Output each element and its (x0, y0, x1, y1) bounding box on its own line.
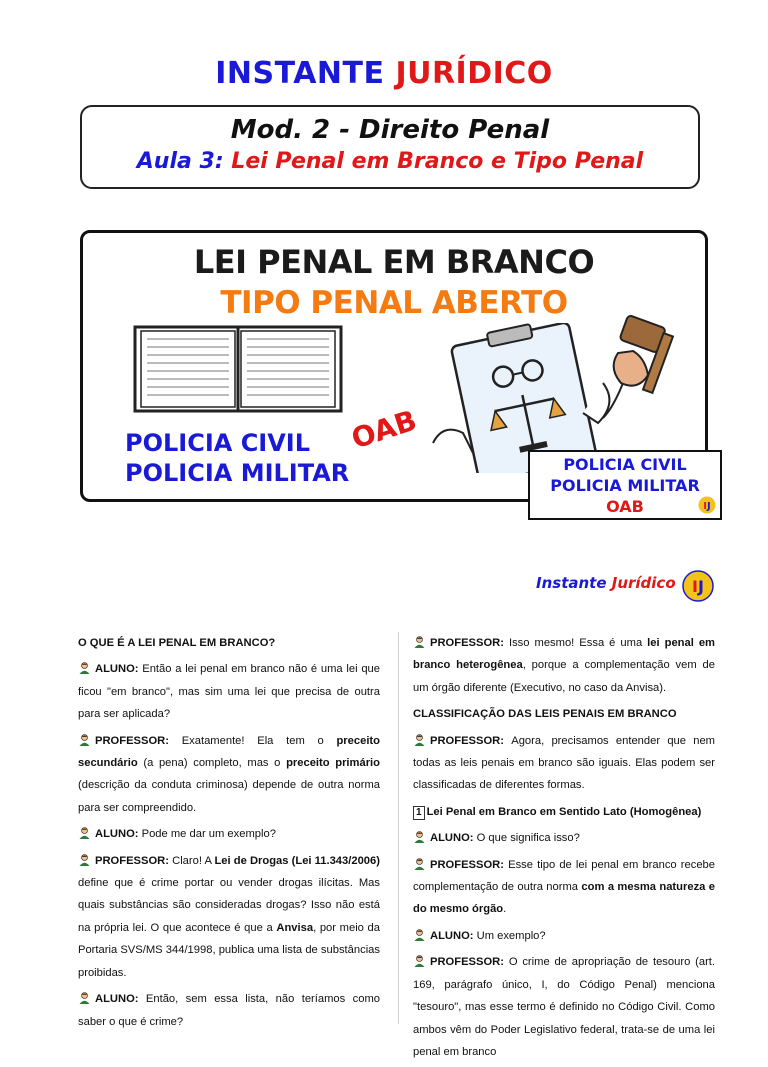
speaker-label: PROFESSOR: (430, 858, 509, 871)
aluno-avatar-icon (413, 928, 426, 941)
professor-line (413, 951, 715, 1063)
open-book-icon (133, 325, 343, 413)
numbered-subheading (413, 801, 715, 823)
emphasis-text: lei penal em branco heterogênea (413, 637, 716, 672)
dialogue-text: , porque a complementação vem de um órgão diferente (Executivo, no caso da Anvisa). (413, 659, 715, 694)
student-line (413, 925, 715, 947)
svg-text:IJ: IJ (703, 501, 711, 512)
brand-part2: JURÍDICO (395, 56, 553, 91)
hero-tag-civil: POLICIA CIVIL (125, 429, 311, 457)
emphasis-text: Anvisa (276, 921, 314, 934)
dialogue-text: Agora, precisamos entender que nem todas as leis penais em branco são iguais. Elas podem ser classificadas de diferentes formas. (413, 734, 715, 792)
professor-line (78, 850, 380, 984)
speaker-label: ALUNO: (95, 993, 146, 1006)
emphasis-text: preceito primário (286, 757, 381, 770)
professor-avatar-icon (413, 954, 426, 967)
dialogue-text: (descrição da conduta criminosa) depende de outra norma para ser compreendido. (78, 779, 380, 814)
ij-logo-icon (682, 570, 714, 602)
section-heading: O QUE É A LEI PENAL EM BRANCO? (78, 637, 276, 649)
speaker-label: ALUNO: (95, 828, 142, 841)
dialogue-text: Então a lei penal em branco não é uma lei que ficou "em branco", mas sim uma lei que precisa de outra para ser aplicada? (78, 663, 380, 721)
dialogue-text: Exatamente! Ela tem o (181, 734, 337, 747)
dialogue-text: define que é crime portar ou vender drogas ilícitas. Mas quais substâncias são consideradas drogas? Isso não está na própria lei. O que acontece é que a (78, 877, 380, 934)
subheading-text: Lei Penal em Branco em Sentido Lato (Homogênea) (426, 805, 702, 818)
dialogue-text: , por meio da Portaria SVS/MS 344/1998, publica uma lista de substâncias proibidas. (78, 921, 381, 979)
dialogue-text: . (503, 903, 507, 916)
professor-line (413, 730, 715, 797)
mini-brand-part2: Jurídico (611, 574, 676, 592)
dialogue-text: O que significa isso? (476, 832, 580, 845)
professor-line (413, 854, 715, 921)
professor-line (413, 632, 715, 699)
svg-text:IJ: IJ (692, 577, 704, 596)
dialogue-text: Claro! A (172, 854, 215, 867)
speaker-label: PROFESSOR: (430, 734, 512, 747)
hero-tag-militar: POLICIA MILITAR (125, 459, 350, 487)
module-title: Mod. 2 - Direito Penal (230, 115, 550, 145)
aluno-avatar-icon (78, 826, 91, 839)
mini-brand (536, 574, 676, 592)
ij-logo-icon (698, 496, 716, 514)
box-tag-oab: OAB (606, 497, 644, 516)
emphasis-text: com a mesma natureza e do mesmo órgão (413, 881, 715, 916)
dialogue-text: Pode me dar um exemplo? (141, 828, 276, 841)
speaker-label: PROFESSOR: (430, 956, 509, 969)
column-divider (398, 632, 399, 1024)
student-line (78, 988, 380, 1033)
student-line (413, 827, 715, 849)
speaker-label: PROFESSOR: (430, 637, 509, 649)
dialogue-text: (a pena) completo, mas o (137, 757, 287, 770)
aluno-avatar-icon (78, 661, 91, 674)
box-tag-militar: POLICIA MILITAR (550, 476, 700, 495)
student-line (78, 823, 380, 845)
dialogue-text: Um exemplo? (476, 929, 546, 942)
aluno-avatar-icon (78, 991, 91, 1004)
speaker-label: PROFESSOR: (95, 854, 173, 867)
lesson-name: Lei Penal em Branco e Tipo Penal (231, 149, 644, 174)
emphasis-text: preceito secundário (78, 734, 380, 770)
section-heading: CLASSIFICAÇÃO DAS LEIS PENAIS EM BRANCO (413, 708, 677, 721)
emphasis-text: Lei de Drogas (Lei 11.343/2006) (214, 854, 380, 867)
box-tag-civil: POLICIA CIVIL (563, 455, 687, 474)
lesson-title (82, 149, 698, 174)
professor-avatar-icon (413, 635, 426, 648)
aluno-avatar-icon (413, 830, 426, 843)
right-text-column (413, 632, 715, 1067)
module-header-box (80, 105, 700, 189)
professor-avatar-icon (413, 857, 426, 870)
speaker-label: ALUNO: (430, 929, 477, 942)
speaker-label: ALUNO: (95, 663, 143, 676)
professor-avatar-icon (78, 853, 91, 866)
professor-line (78, 730, 380, 820)
mini-brand-part1: Instante (536, 574, 607, 592)
brand-title (0, 56, 768, 91)
dialogue-text: O crime de apropriação de tesouro (art. 169, parágrafo único, I, do Código Penal) menciona "tesouro", mas esse termo é definido no Código Civil. Como ambos vêm do Poder Legislativo federal, trata-se de uma lei penal em branco (413, 956, 716, 1058)
hero-oab-tag: OAB (347, 403, 421, 456)
left-text-column (78, 632, 380, 1037)
professor-avatar-icon (78, 733, 91, 746)
dialogue-text: Isso mesmo! Essa é uma (508, 637, 648, 649)
number-badge: 1 (413, 806, 425, 820)
hero-line1: LEI PENAL EM BRANCO (193, 243, 595, 281)
student-line (78, 658, 380, 725)
dialogue-text: Então, sem essa lista, não teríamos como saber o que é crime? (78, 993, 380, 1028)
hero-tag-box (528, 450, 722, 520)
professor-avatar-icon (413, 733, 426, 746)
dialogue-text: Esse tipo de lei penal em branco recebe complementação de outra norma (413, 858, 716, 894)
gavel-hand-icon (593, 313, 703, 423)
brand-part1: INSTANTE (215, 56, 385, 91)
hero-line2: TIPO PENAL ABERTO (220, 285, 568, 321)
hero-left-tags (125, 428, 349, 488)
speaker-label: ALUNO: (430, 832, 477, 845)
speaker-label: PROFESSOR: (95, 734, 182, 747)
lesson-prefix: Aula 3: (136, 149, 224, 174)
